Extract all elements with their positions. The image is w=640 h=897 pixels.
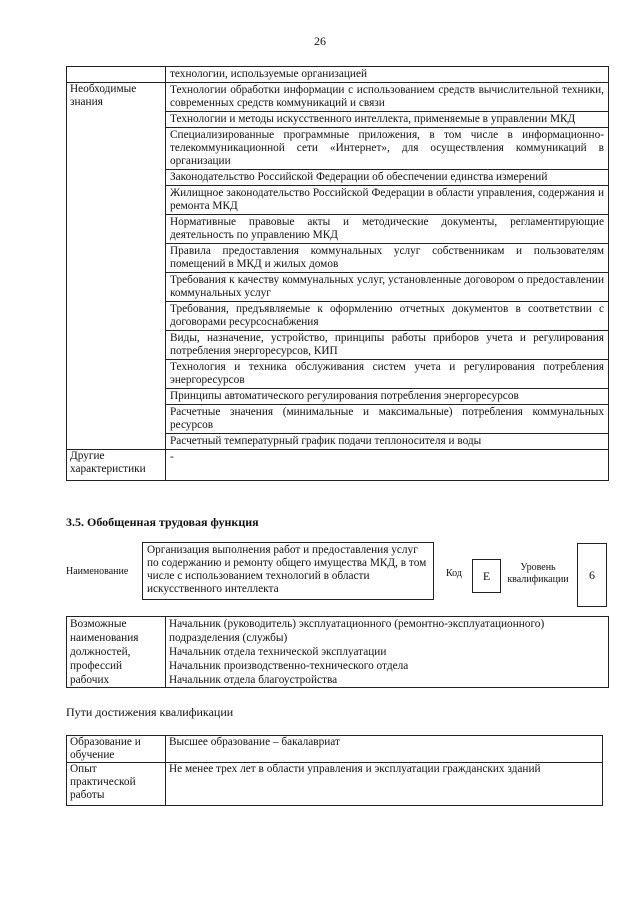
knowledge-items bbox=[166, 83, 609, 450]
table-cell bbox=[166, 67, 609, 83]
position-item: Начальник отдела технической эксплуатации bbox=[169, 646, 387, 658]
code-label: Код bbox=[446, 568, 462, 579]
table-row bbox=[67, 617, 609, 688]
table-row bbox=[67, 450, 609, 481]
experience-value: Не менее трех лет в области управления и эксплуатации гражданских зданий bbox=[166, 763, 603, 806]
knowledge-table bbox=[66, 66, 609, 481]
knowledge-item: Нормативные правовые акты и методические документы, регламентирующие деятельность по управлению МКД bbox=[166, 215, 608, 244]
positions-items bbox=[166, 617, 609, 688]
code-value: E bbox=[472, 559, 501, 593]
position-item: Начальник отдела благоустройства bbox=[169, 674, 338, 686]
knowledge-item: Требования к качеству коммунальных услуг, установленные договором о предоставлении коммунальных услуг bbox=[166, 273, 608, 302]
list-item: технологии, используемые организацией bbox=[170, 68, 368, 80]
table-row bbox=[67, 67, 609, 83]
knowledge-item: Требования, предъявляемые к оформлению отчетных документов в соответствии с договорами ресурсоснабжения bbox=[166, 302, 608, 331]
knowledge-item: Технологии обработки информации с использованием средств вычислительной техники, современных средств коммуникаций и связи bbox=[166, 83, 608, 112]
other-characteristics-label: Другие характеристики bbox=[67, 450, 166, 481]
table-row bbox=[67, 736, 603, 763]
knowledge-item: Законодательство Российской Федерации об обеспечении единства измерений bbox=[166, 170, 608, 186]
paths-table bbox=[66, 735, 603, 806]
table-cell bbox=[67, 67, 166, 83]
page-number: 26 bbox=[314, 34, 326, 48]
knowledge-item: Принципы автоматического регулирования потребления энергоресурсов bbox=[166, 389, 608, 405]
knowledge-item: Виды, назначение, устройство, принципы работы приборов учета и регулирования потребления энергоресурсов, КИП bbox=[166, 331, 608, 360]
name-label: Наименование bbox=[66, 566, 129, 577]
other-value-text: - bbox=[170, 451, 174, 463]
education-value: Высшее образование – бакалавриат bbox=[166, 736, 603, 763]
section-heading: 3.5. Обобщенная трудовая функция bbox=[66, 515, 259, 529]
table-row bbox=[67, 763, 603, 806]
knowledge-item: Технология и техника обслуживания систем учета и регулирования потребления энергоресурсов bbox=[166, 360, 608, 389]
education-label: Образование и обучение bbox=[67, 736, 166, 763]
positions-label: Возможные наименования должностей, профессий рабочих bbox=[67, 617, 166, 688]
knowledge-item: Правила предоставления коммунальных услуг собственникам и пользователям помещений в МКД и жилых домов bbox=[166, 244, 608, 273]
paths-heading: Пути достижения квалификации bbox=[66, 705, 234, 719]
table-row bbox=[67, 83, 609, 450]
knowledge-item: Технологии и методы искусственного интеллекта, применяемые в управлении МКД bbox=[166, 112, 608, 128]
position-item: Начальник производственно-технического отдела bbox=[169, 660, 409, 672]
knowledge-item: Специализированные программные приложения, в том числе в информационно-телекоммуникационной сети «Интернет», для осуществления коммуникаций в организации bbox=[166, 128, 608, 170]
function-name-box: Организация выполнения работ и предоставления услуг по содержанию и ремонту общего имущества МКД, в том числе с использованием технологий в области искусственного интеллекта bbox=[142, 542, 434, 600]
level-label: Уровень квалификации bbox=[507, 562, 569, 585]
knowledge-label: Необходимые знания bbox=[67, 83, 166, 450]
experience-label: Опыт практической работы bbox=[67, 763, 166, 806]
knowledge-item: Расчетный температурный график подачи теплоносителя и воды bbox=[170, 435, 482, 447]
position-item: Начальник (руководитель) эксплуатационного (ремонтно-эксплуатационного) подразделения (службы) bbox=[169, 618, 545, 644]
level-value: 6 bbox=[577, 543, 607, 607]
other-characteristics-value bbox=[166, 450, 609, 481]
knowledge-item: Жилищное законодательство Российской Федерации в области управления, содержания и ремонта МКД bbox=[166, 186, 608, 215]
knowledge-item: Расчетные значения (минимальные и максимальные) потребления коммунальных ресурсов bbox=[166, 405, 608, 434]
positions-table bbox=[66, 616, 609, 688]
